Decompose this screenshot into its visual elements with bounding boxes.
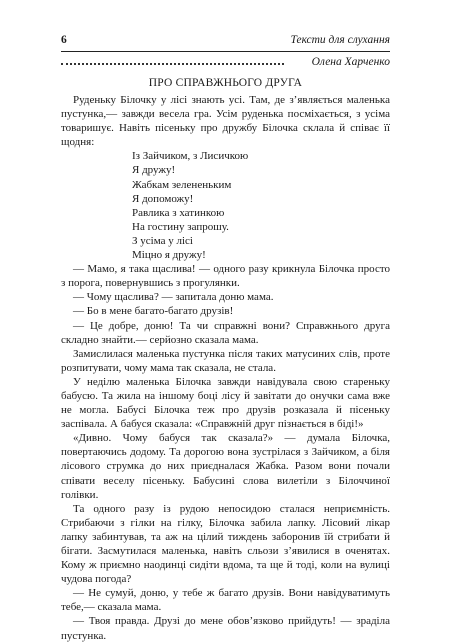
paragraph: — Не сумуй, доню, у тебе ж багато друзів. Вони навідуватимуть тебе,— сказала мама. [61, 587, 390, 614]
dotted-leader [61, 63, 284, 65]
paragraph: «Дивно. Чому бабуся так сказала?» — думала Білочка, повертаючись додому. Та дорогою вона зустрілася з Зайчиком, а біля лісового струмка до них приєдналася Жабка. Разом вони почали співати веселу пісеньку. Бабусині слова вилетіли з Білоччиної голівки. [61, 432, 390, 501]
page-header [61, 34, 390, 52]
verse-line: На гостину запрошу. [132, 220, 229, 233]
paragraph: — Бо в мене багато-багато друзів! [73, 305, 234, 318]
header-rule [61, 51, 390, 52]
verse-line: З усіма у лісі [132, 234, 193, 247]
verse-line: Жабкам зелененьким [132, 178, 232, 191]
author-name: Олена Харченко [311, 56, 390, 68]
paragraph: — Твоя правда. Друзі до мене обов’язково прийдуть! — зраділа пустунка. [61, 615, 390, 642]
author-row [61, 54, 390, 72]
paragraph: Та одного разу із рудою непосидою сталася неприємність. Стрибаючи з гілки на гілку, Білочка забила лапку. Лісовий лікар лапку забинтував, та аж на цілий тиждень заборонив їй стрибати й бігати. Засмутилася маленька, навіть сльози з’явилися в оченятах. Кому ж приємно наодинці сидіти вдома, та ще й тоді, коли на вулиці чудова погода? [61, 502, 390, 586]
paragraph: Руденьку Білочку у лісі знають усі. Там, де з’являється маленька пустунка,— завжди весела гра. Усім руденька посміхається, з усіма товаришує. Навіть пісеньку про дружбу Білочка склала й співає її щодня: [61, 94, 390, 149]
page-number: 6 [61, 34, 67, 46]
verse-line: Я допоможу! [132, 192, 194, 205]
verse-line: Із Зайчиком, з Лисичкою [132, 150, 249, 163]
song-verse [132, 149, 390, 262]
verse-line: Равлика з хатинкою [132, 206, 225, 219]
verse-line: Міцно я дружу! [132, 249, 206, 262]
paragraph: — Це добре, доню! Та чи справжні вони? Справжнього друга складно знайти.— серйозно сказала мама. [61, 319, 390, 346]
running-title: Тексти для слухання [290, 34, 390, 46]
story-body [61, 93, 390, 643]
verse-line: Я дружу! [132, 164, 176, 177]
paragraph: — Чому щаслива? — запитала доню мама. [73, 291, 274, 304]
paragraph: — Мамо, я така щаслива! — одного разу крикнула Білочка просто з порога, повернувшись з прогулянки. [61, 263, 390, 290]
story-title: ПРО СПРАВЖНЬОГО ДРУГА [148, 77, 303, 89]
paragraph: У неділю маленька Білочка завжди навідувала свою стареньку бабусю. Та жила на іншому боці лісу й завітати до онучки сама вже не могла. Бабусі Білочка теж про друзів розказала й пісеньку заспівала. А бабуся сказала: «Справжній друг пізнається в біді!» [61, 375, 390, 431]
paragraph: Замислилася маленька пустунка після таких матусиних слів, проте розпитувати, чому мама так сказала, не стала. [61, 347, 390, 374]
